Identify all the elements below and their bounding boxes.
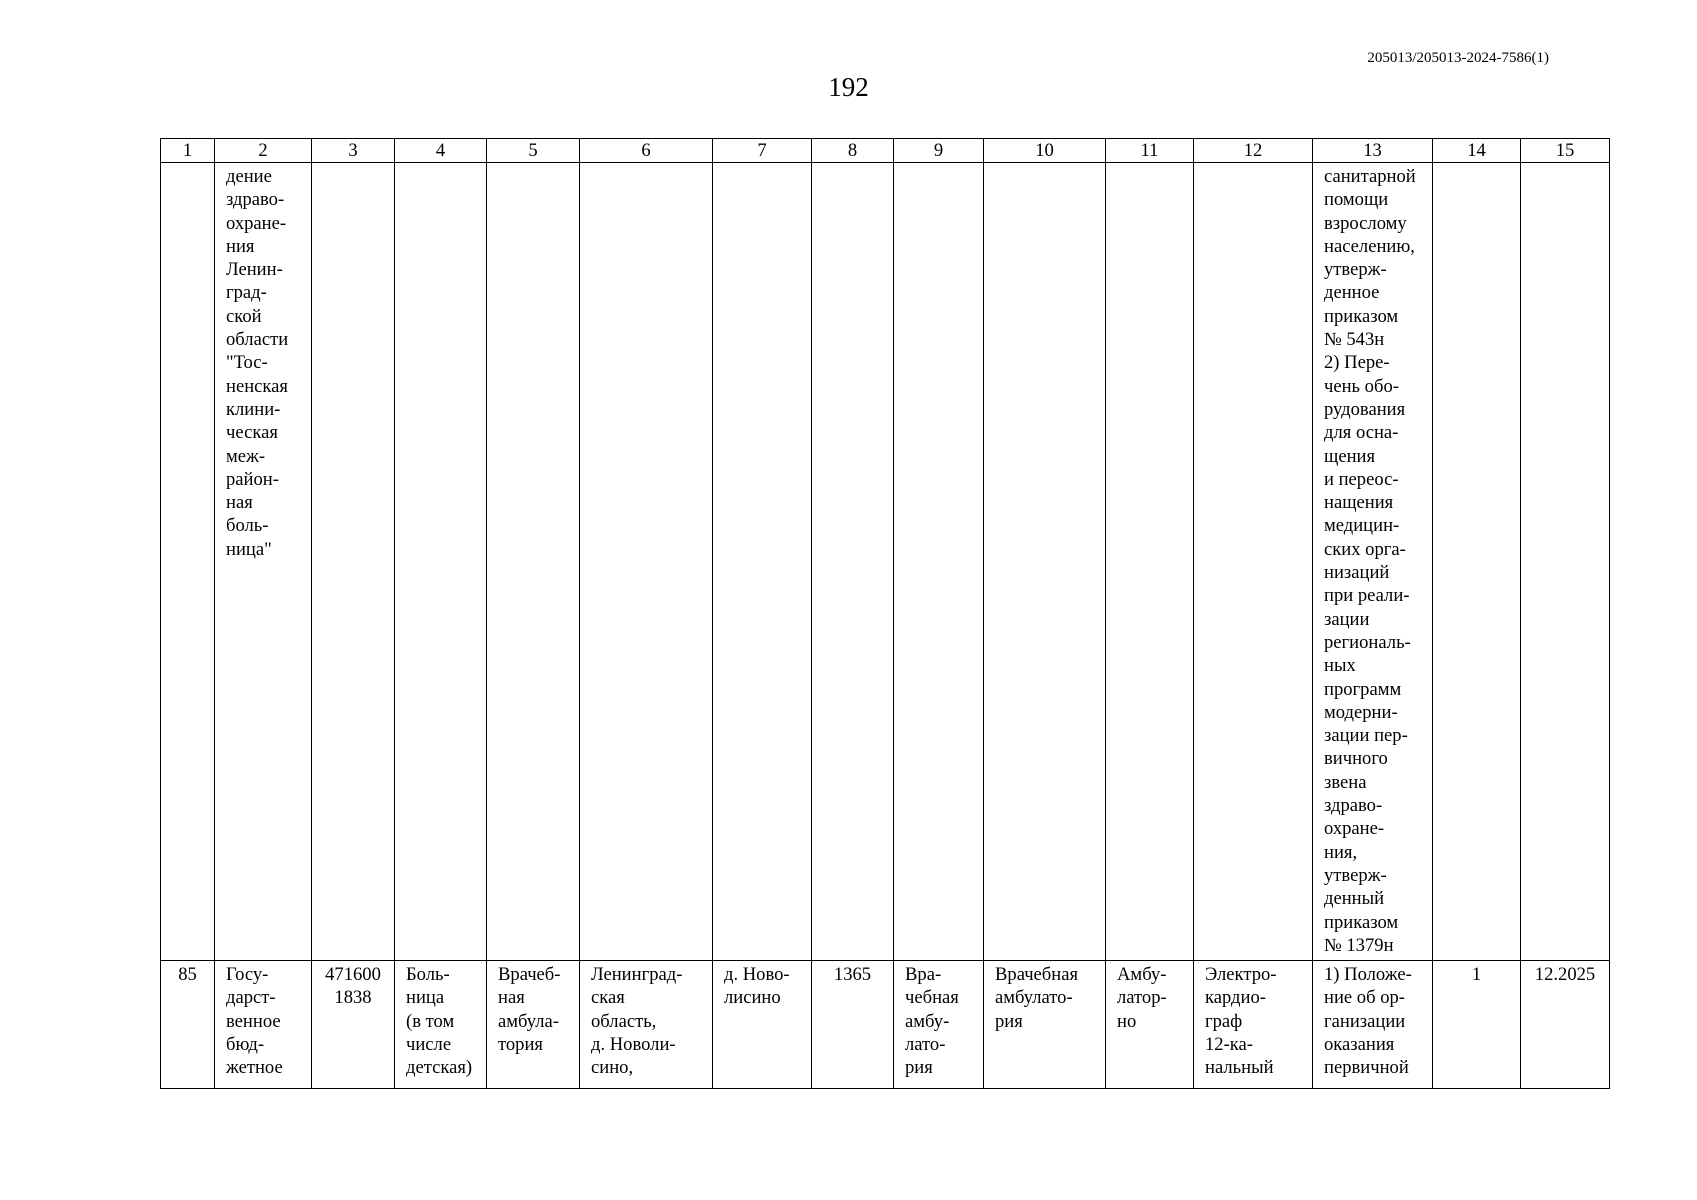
table-cell: 471600 1838 — [312, 961, 395, 1089]
column-number-row — [161, 139, 1610, 163]
column-header: 8 — [812, 139, 894, 163]
column-header: 2 — [215, 139, 312, 163]
table-cell: Врачебная амбулато- рия — [984, 961, 1106, 1089]
column-header: 13 — [1313, 139, 1433, 163]
table-cell — [812, 163, 894, 961]
table-cell — [395, 163, 487, 961]
table-cell — [580, 163, 713, 961]
column-header: 10 — [984, 139, 1106, 163]
column-header: 6 — [580, 139, 713, 163]
table-cell — [1194, 163, 1313, 961]
table-cell — [984, 163, 1106, 961]
column-header: 4 — [395, 139, 487, 163]
column-header: 15 — [1521, 139, 1610, 163]
table-cell — [161, 163, 215, 961]
column-header: 14 — [1433, 139, 1521, 163]
table-cell: Госу- дарст- венное бюд- жетное — [215, 961, 312, 1089]
table-row — [161, 163, 1610, 961]
column-header: 1 — [161, 139, 215, 163]
table-cell: Вра- чебная амбу- лато- рия — [894, 961, 984, 1089]
page-number: 192 — [828, 72, 869, 102]
table-cell — [894, 163, 984, 961]
table-cell: Электро- кардио- граф 12-ка- нальный — [1194, 961, 1313, 1089]
table-cell: санитарной помощи взрослому населению, утверж- денное приказом № 543н 2) Пере- чень обо- рудования для осна- щения и переос- нащения медицин- ских орга- низаций при реали- зации региональ- ных программ модерни- зации пер- вичного звена здраво- охране- ния, утверж- денный приказом № 1379н — [1313, 163, 1433, 961]
table-cell: 1 — [1433, 961, 1521, 1089]
column-header: 12 — [1194, 139, 1313, 163]
column-header: 11 — [1106, 139, 1194, 163]
table-cell — [1106, 163, 1194, 961]
table-cell — [487, 163, 580, 961]
data-table — [160, 138, 1610, 1089]
table-cell — [713, 163, 812, 961]
table-cell: 1365 — [812, 961, 894, 1089]
column-header: 5 — [487, 139, 580, 163]
table-cell — [1521, 163, 1610, 961]
table-cell — [312, 163, 395, 961]
document-id: 205013/205013-2024-7586(1) — [1367, 50, 1549, 66]
column-header: 9 — [894, 139, 984, 163]
row-number-cell: 85 — [161, 961, 215, 1089]
table-cell: Ленинград- ская область, д. Новоли- сино, — [580, 961, 713, 1089]
column-header: 7 — [713, 139, 812, 163]
table-cell — [1433, 163, 1521, 961]
table-row — [161, 961, 1610, 1089]
table-cell: 12.2025 — [1521, 961, 1610, 1089]
table-cell: дение здраво- охране- ния Ленин- град- ской области "Тос- ненская клини- ческая меж- район- ная боль- ница" — [215, 163, 312, 961]
table-cell: Амбу- латор- но — [1106, 961, 1194, 1089]
table-cell: 1) Положе- ние об ор- ганизации оказания первичной — [1313, 961, 1433, 1089]
table-cell: Боль- ница (в том числе детская) — [395, 961, 487, 1089]
table-cell: Врачеб- ная амбула- тория — [487, 961, 580, 1089]
table-cell: д. Ново- лисино — [713, 961, 812, 1089]
column-header: 3 — [312, 139, 395, 163]
